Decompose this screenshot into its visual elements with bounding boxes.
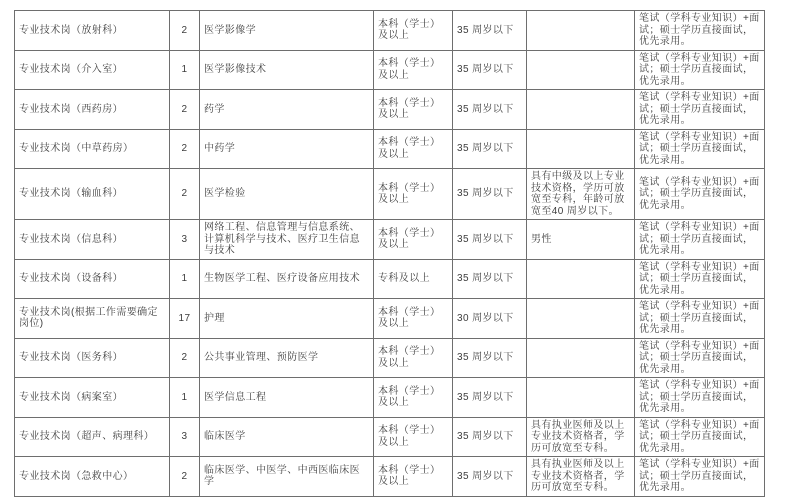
- position-cell: 专业技术岗（医务科）: [15, 338, 170, 378]
- position-cell: 专业技术岗（急救中心）: [15, 457, 170, 497]
- position-cell: 专业技术岗（超声、病理科）: [15, 417, 170, 457]
- major-cell: 生物医学工程、医疗设备应用技术: [200, 259, 374, 299]
- exam-method-cell: 笔试（学科专业知识）+面试；硕士学历直接面试，优先录用。: [635, 11, 765, 51]
- age-cell: 35 周岁以下: [453, 378, 527, 418]
- major-cell: 药学: [200, 90, 374, 130]
- exam-method-cell: 笔试（学科专业知识）+面试；硕士学历直接面试，优先录用。: [635, 259, 765, 299]
- major-cell: 护理: [200, 299, 374, 339]
- count-cell: 1: [170, 259, 200, 299]
- other-requirement-cell: 具有中级及以上专业技术资格，学历可放宽至专科，年龄可放宽至40 周岁以下。: [527, 169, 635, 220]
- table-row: [15, 220, 765, 260]
- age-cell: 35 周岁以下: [453, 129, 527, 169]
- other-requirement-cell: [527, 129, 635, 169]
- other-requirement-cell: 具有执业医师及以上专业技术资格者，学历可放宽至专科。: [527, 457, 635, 497]
- age-cell: 35 周岁以下: [453, 259, 527, 299]
- exam-method-cell: 笔试（学科专业知识）+面试；硕士学历直接面试，优先录用。: [635, 90, 765, 130]
- age-cell: 35 周岁以下: [453, 169, 527, 220]
- major-cell: 医学影像技术: [200, 50, 374, 90]
- count-cell: 2: [170, 169, 200, 220]
- age-cell: 35 周岁以下: [453, 220, 527, 260]
- count-cell: 2: [170, 129, 200, 169]
- count-cell: 2: [170, 338, 200, 378]
- recruitment-table: [14, 10, 765, 497]
- table-row: [15, 338, 765, 378]
- major-cell: 中药学: [200, 129, 374, 169]
- other-requirement-cell: [527, 259, 635, 299]
- major-cell: 医学信息工程: [200, 378, 374, 418]
- major-cell: 医学影像学: [200, 11, 374, 51]
- exam-method-cell: 笔试（学科专业知识）+面试；硕士学历直接面试，优先录用。: [635, 129, 765, 169]
- other-requirement-cell: [527, 50, 635, 90]
- age-cell: 35 周岁以下: [453, 457, 527, 497]
- age-cell: 30 周岁以下: [453, 299, 527, 339]
- table-row: [15, 11, 765, 51]
- age-cell: 35 周岁以下: [453, 338, 527, 378]
- position-cell: 专业技术岗（输血科）: [15, 169, 170, 220]
- major-cell: 临床医学: [200, 417, 374, 457]
- exam-method-cell: 笔试（学科专业知识）+面试；硕士学历直接面试，优先录用。: [635, 338, 765, 378]
- count-cell: 17: [170, 299, 200, 339]
- count-cell: 2: [170, 457, 200, 497]
- count-cell: 2: [170, 90, 200, 130]
- table-row: [15, 169, 765, 220]
- education-cell: 本科（学士）及以上: [374, 169, 453, 220]
- position-cell: 专业技术岗（信息科）: [15, 220, 170, 260]
- exam-method-cell: 笔试（学科专业知识）+面试；硕士学历直接面试，优先录用。: [635, 457, 765, 497]
- age-cell: 35 周岁以下: [453, 11, 527, 51]
- education-cell: 本科（学士）及以上: [374, 299, 453, 339]
- other-requirement-cell: [527, 378, 635, 418]
- education-cell: 本科（学士）及以上: [374, 417, 453, 457]
- exam-method-cell: 笔试（学科专业知识）+面试；硕士学历直接面试，优先录用。: [635, 299, 765, 339]
- position-cell: 专业技术岗（病案室）: [15, 378, 170, 418]
- position-cell: 专业技术岗（介入室）: [15, 50, 170, 90]
- exam-method-cell: 笔试（学科专业知识）+面试；硕士学历直接面试，优先录用。: [635, 50, 765, 90]
- other-requirement-cell: [527, 338, 635, 378]
- position-cell: 专业技术岗(根据工作需要确定岗位): [15, 299, 170, 339]
- table-row: [15, 129, 765, 169]
- count-cell: 1: [170, 50, 200, 90]
- age-cell: 35 周岁以下: [453, 50, 527, 90]
- other-requirement-cell: [527, 11, 635, 51]
- table-row: [15, 457, 765, 497]
- education-cell: 本科（学士）及以上: [374, 457, 453, 497]
- education-cell: 本科（学士）及以上: [374, 50, 453, 90]
- major-cell: 临床医学、中医学、中西医临床医学: [200, 457, 374, 497]
- education-cell: 专科及以上: [374, 259, 453, 299]
- table-body: [15, 11, 765, 497]
- other-requirement-cell: [527, 299, 635, 339]
- education-cell: 本科（学士）及以上: [374, 129, 453, 169]
- education-cell: 本科（学士）及以上: [374, 338, 453, 378]
- major-cell: 网络工程、信息管理与信息系统、计算机科学与技术、医疗卫生信息与技术: [200, 220, 374, 260]
- table-row: [15, 90, 765, 130]
- education-cell: 本科（学士）及以上: [374, 220, 453, 260]
- count-cell: 2: [170, 11, 200, 51]
- exam-method-cell: 笔试（学科专业知识）+面试；硕士学历直接面试，优先录用。: [635, 220, 765, 260]
- education-cell: 本科（学士）及以上: [374, 11, 453, 51]
- education-cell: 本科（学士）及以上: [374, 378, 453, 418]
- count-cell: 1: [170, 378, 200, 418]
- major-cell: 公共事业管理、预防医学: [200, 338, 374, 378]
- position-cell: 专业技术岗（放射科）: [15, 11, 170, 51]
- table-row: [15, 259, 765, 299]
- position-cell: 专业技术岗（西药房）: [15, 90, 170, 130]
- other-requirement-cell: [527, 90, 635, 130]
- age-cell: 35 周岁以下: [453, 90, 527, 130]
- table-row: [15, 417, 765, 457]
- count-cell: 3: [170, 220, 200, 260]
- education-cell: 本科（学士）及以上: [374, 90, 453, 130]
- count-cell: 3: [170, 417, 200, 457]
- other-requirement-cell: 男性: [527, 220, 635, 260]
- major-cell: 医学检验: [200, 169, 374, 220]
- exam-method-cell: 笔试（学科专业知识）+面试；硕士学历直接面试，优先录用。: [635, 417, 765, 457]
- exam-method-cell: 笔试（学科专业知识）+面试；硕士学历直接面试，优先录用。: [635, 169, 765, 220]
- position-cell: 专业技术岗（中草药房）: [15, 129, 170, 169]
- table-row: [15, 378, 765, 418]
- position-cell: 专业技术岗（设备科）: [15, 259, 170, 299]
- document-page: [0, 10, 788, 493]
- exam-method-cell: 笔试（学科专业知识）+面试；硕士学历直接面试，优先录用。: [635, 378, 765, 418]
- age-cell: 35 周岁以下: [453, 417, 527, 457]
- table-row: [15, 50, 765, 90]
- other-requirement-cell: 具有执业医师及以上专业技术资格者，学历可放宽至专科。: [527, 417, 635, 457]
- table-row: [15, 299, 765, 339]
